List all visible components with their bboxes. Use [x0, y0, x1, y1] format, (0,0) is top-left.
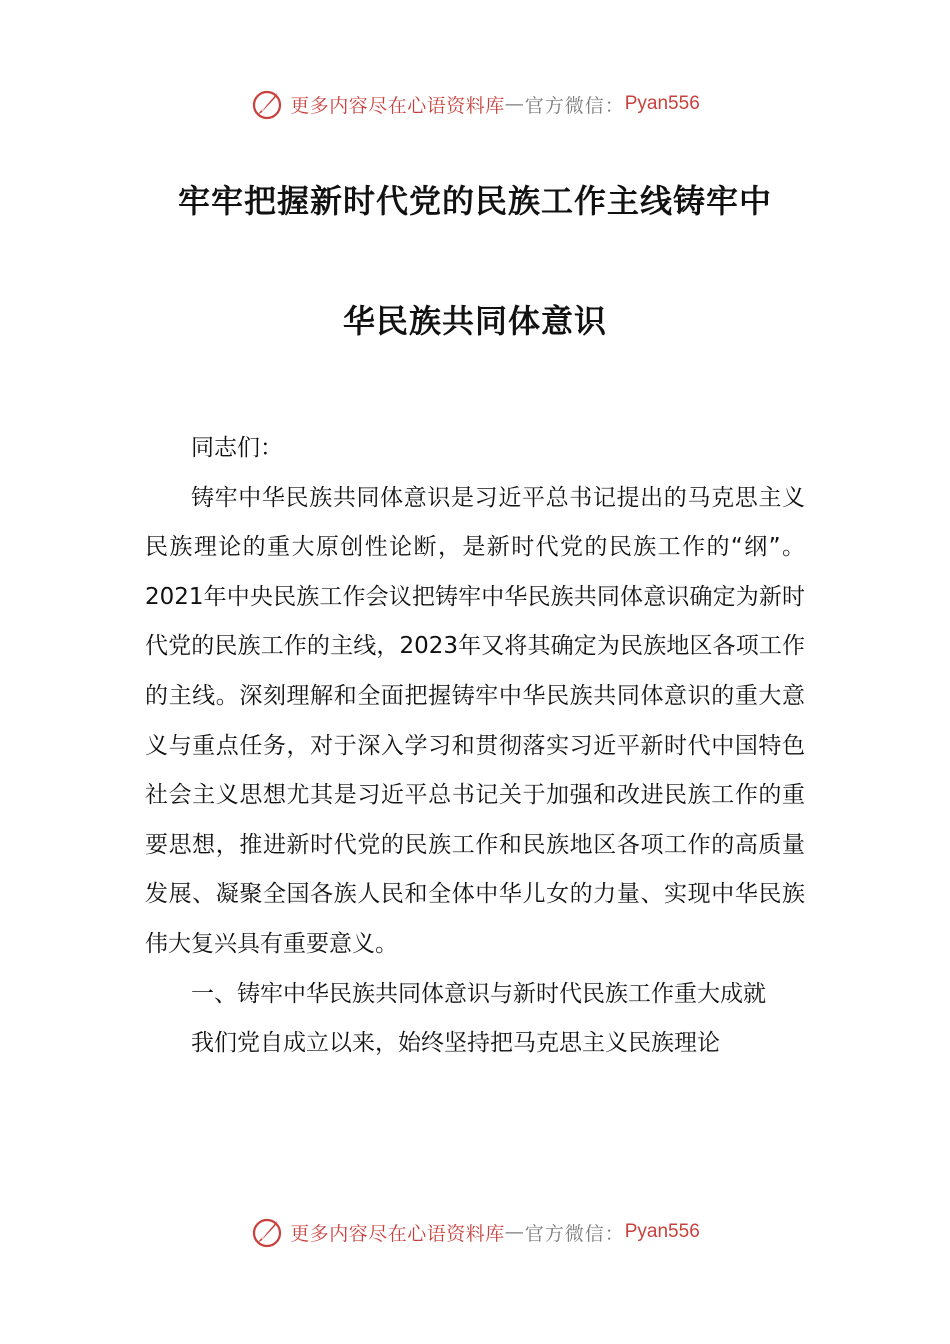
- document-title-line-1: 牢牢把握新时代党的民族工作主线铸牢中: [177, 182, 772, 220]
- quill-pen-logo-icon: [250, 1215, 284, 1249]
- banner-dash: —: [504, 93, 525, 115]
- paragraph-section-1: 我们党自成立以来，始终坚持把马克思主义民族理论: [191, 1030, 720, 1057]
- salutation: 同志们：: [191, 435, 283, 461]
- quill-pen-logo-icon: [250, 87, 284, 121]
- banner-main-text: 更多内容尽在心语资料库: [290, 1222, 505, 1245]
- paragraph-intro: 铸牢中华民族共同体意识是习近平总书记提出的马克思主义民族理论的重大原创性论断，是新时代党的民族工作的“纲”。2021年中央民族工作会议把铸牢中华民族共同体意识确定为新时代党的民族工作的主线，2023年又将其确定为民族地区各项工作的主线。深刻理解和全面把握铸牢中华民族共同体意识的重大意义与重点任务，对于深入学习和贯彻落实习近平新时代中国特色社会主义思想尤其是习近平总书记关于加强和改进民族工作的重要思想，推进新时代党的民族工作和民族地区各项工作的高质量发展、凝聚全国各族人民和全体中华儿女的力量、实现中华民族伟大复兴具有重要意义。: [145, 484, 805, 957]
- document-body: [145, 424, 805, 1069]
- banner-dash: —: [504, 1221, 525, 1243]
- banner-wechat-id: Pyan556: [624, 93, 700, 114]
- banner-contact-label: 官方微信：: [524, 1222, 625, 1245]
- banner-wechat-id: Pyan556: [624, 1221, 700, 1242]
- banner-main-text: 更多内容尽在心语资料库: [290, 94, 505, 117]
- section-heading-1: 一、铸牢中华民族共同体意识与新时代民族工作重大成就: [191, 980, 766, 1007]
- banner-contact-label: 官方微信：: [524, 94, 625, 117]
- document-title-line-2: 华民族共同体意识: [342, 302, 607, 340]
- header-banner: [0, 84, 950, 124]
- footer-banner: [0, 1212, 950, 1252]
